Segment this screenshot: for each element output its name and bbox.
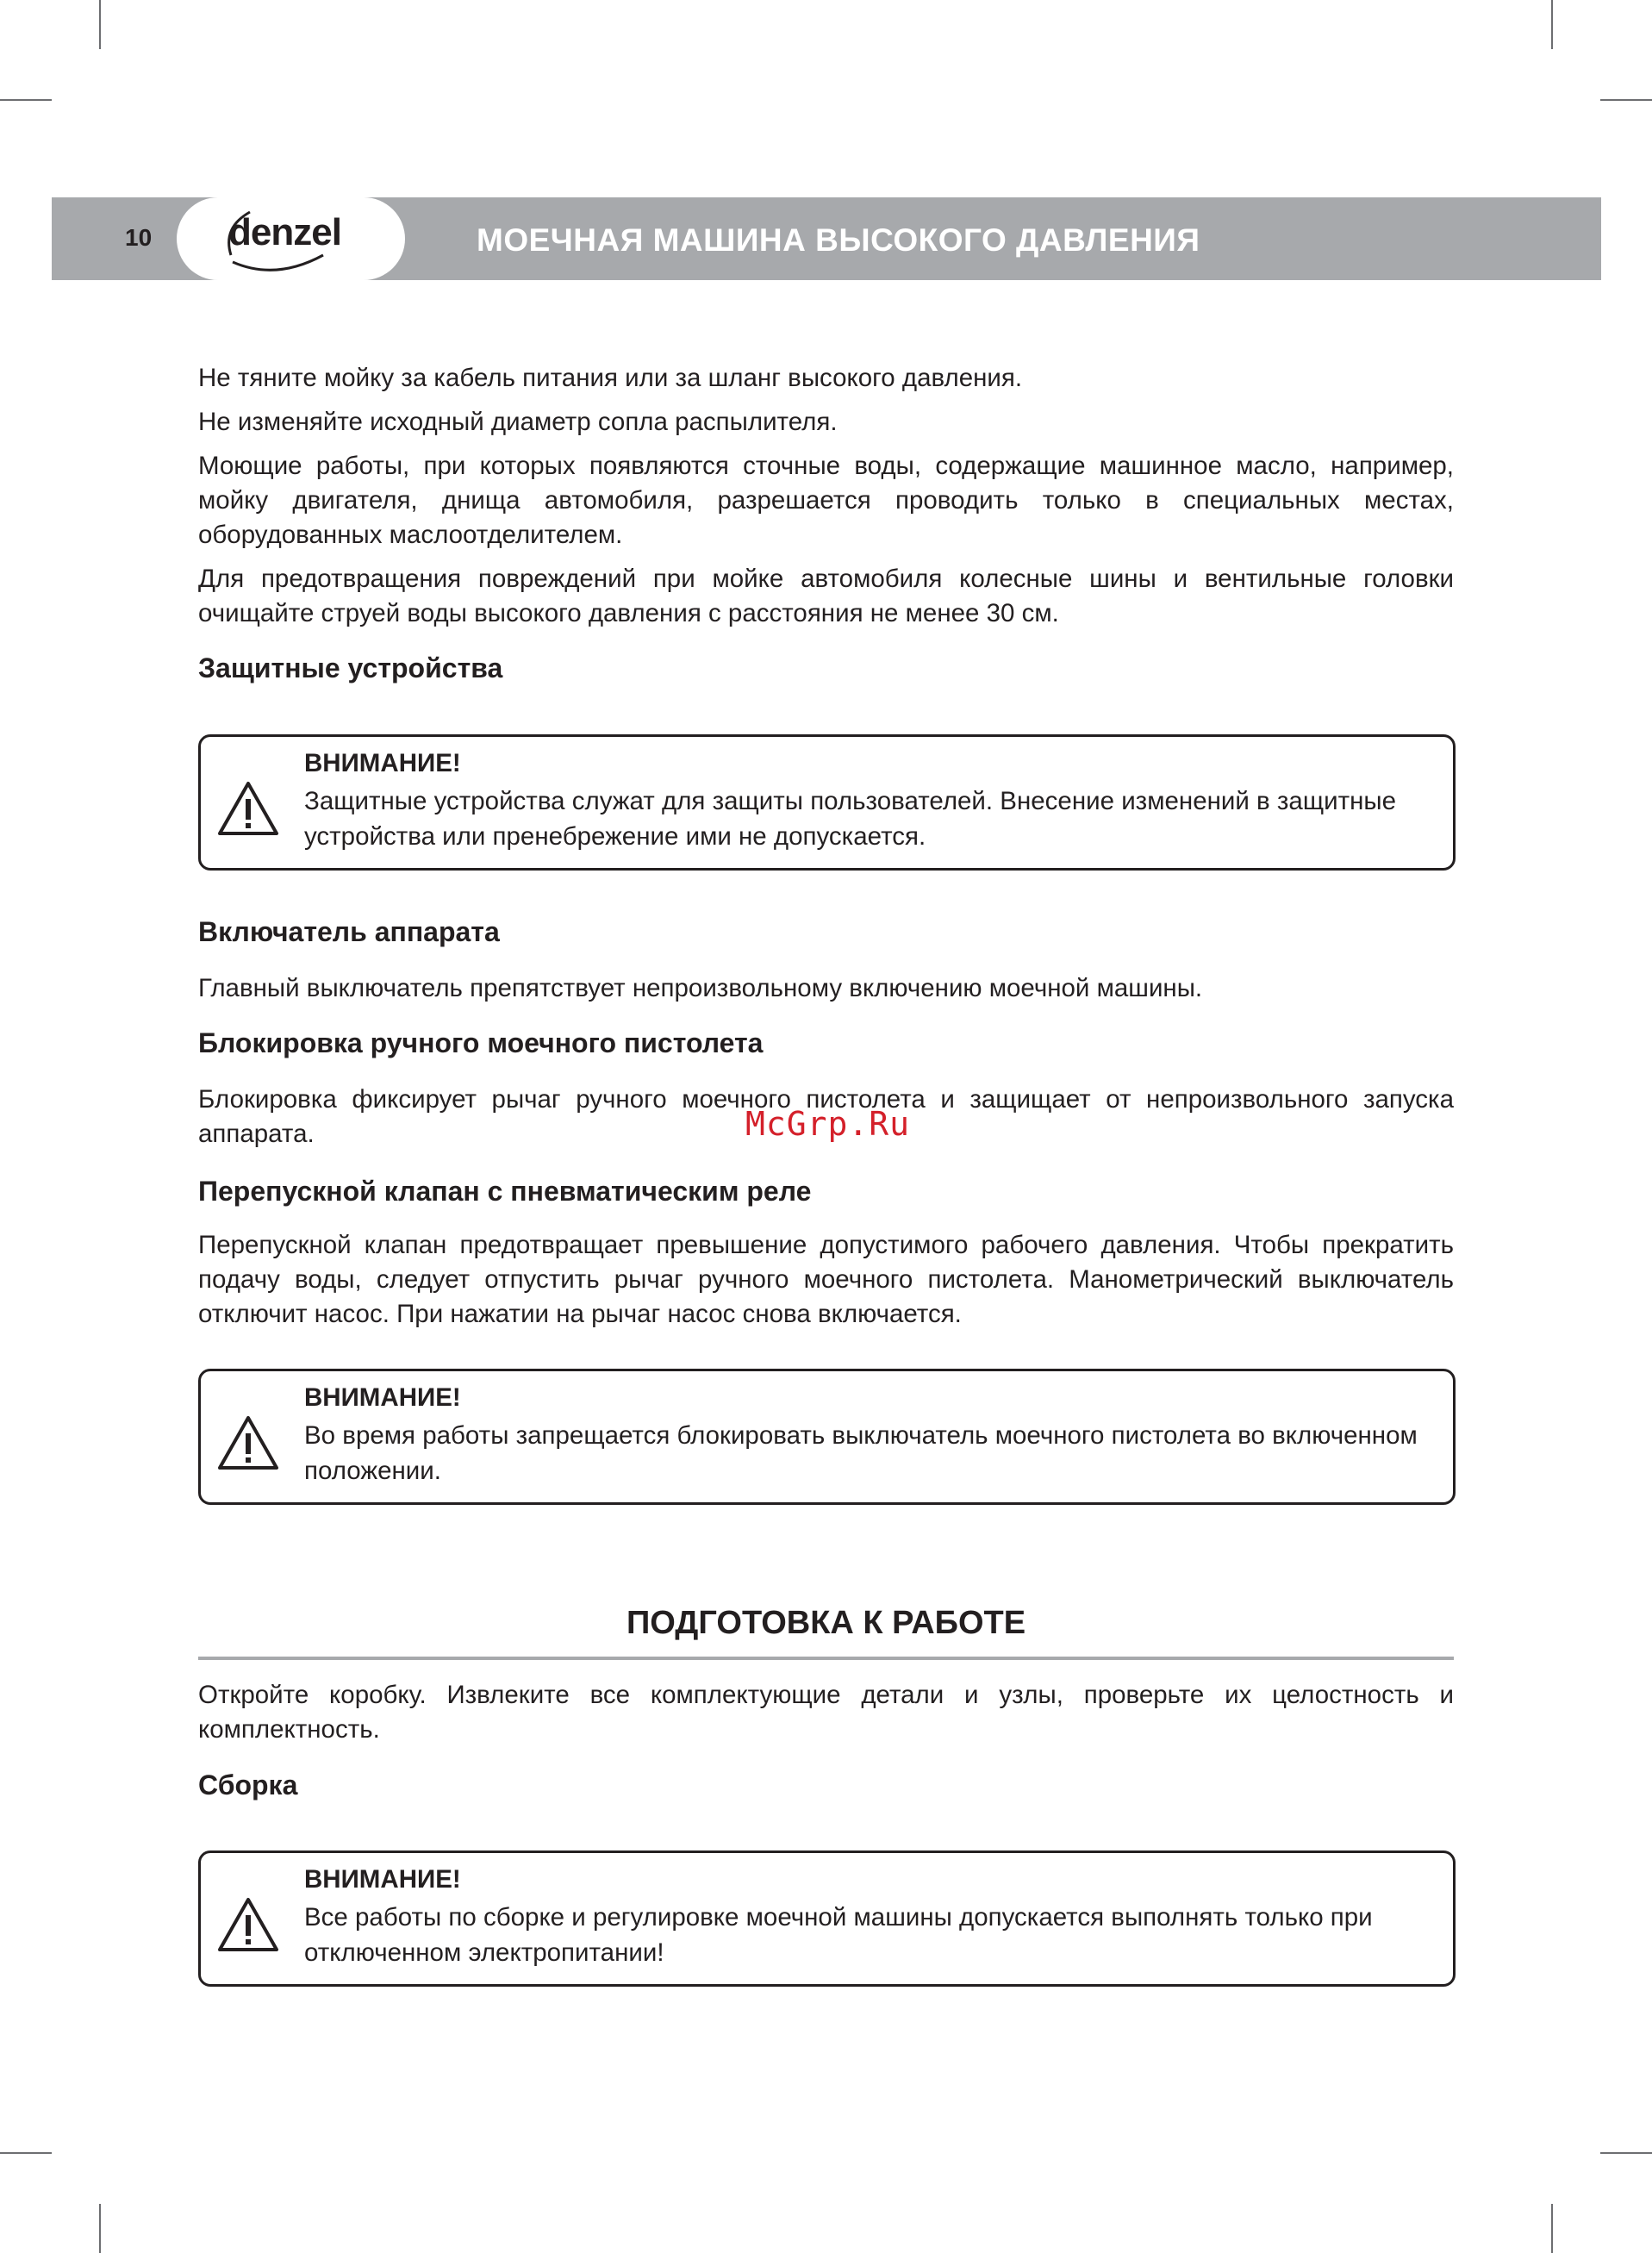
section-divider <box>198 1657 1454 1660</box>
crop-mark <box>1551 0 1553 49</box>
paragraph: Не изменяйте исходный диаметр сопла распылителя. <box>198 408 838 436</box>
warning-box <box>198 1369 1456 1505</box>
section-heading: Перепускной клапан с пневматическим реле <box>198 1176 812 1207</box>
crop-mark <box>0 2152 52 2154</box>
section-heading: Сборка <box>198 1769 298 1801</box>
section-title: ПОДГОТОВКА К РАБОТЕ <box>626 1605 1026 1641</box>
paragraph: Для предотвращения повреждений при мойке автомобиля колесные шины и вентильные головки очищайте струей воды высокого давления с расстояния не менее 30 см. <box>198 565 1454 627</box>
paragraph: Перепускной клапан предотвращает превышение допустимого рабочего давления. Чтобы прекратить подачу воды, следует отпустить рычаг ручного моечного пистолета. Манометрический выключатель отключит насос. При нажатии на рычаг насос снова включается. <box>198 1231 1454 1328</box>
warning-box <box>198 734 1456 871</box>
warning-title: ВНИМАНИЕ! <box>304 1865 461 1894</box>
warning-text: Все работы по сборке и регулировке моечной машины допускается выполнять только при отключенном электропитании! <box>304 1903 1373 1967</box>
page-number: 10 <box>125 224 153 251</box>
warning-text: Во время работы запрещается блокировать выключатель моечного пистолета во включенном положении. <box>304 1421 1418 1485</box>
paragraph: Блокировка фиксирует рычаг ручного моечного пистолета и защищает от непроизвольного запуска аппарата. <box>198 1085 1454 1148</box>
warning-box <box>198 1850 1456 1987</box>
crop-mark <box>1600 2152 1652 2154</box>
warning-triangle-icon <box>216 1896 280 1953</box>
warning-text: Защитные устройства служат для защиты пользователей. Внесение изменений в защитные устройства или пренебрежение ими не допускается. <box>304 787 1397 851</box>
crop-mark <box>1600 99 1652 101</box>
crop-mark <box>99 2204 101 2253</box>
section-heading: Включатель аппарата <box>198 916 500 947</box>
paragraph: Главный выключатель препятствует непроизвольному включению моечной машины. <box>198 974 1203 1002</box>
header-title: МОЕЧНАЯ МАШИНА ВЫСОКОГО ДАВЛЕНИЯ <box>477 222 1200 258</box>
crop-mark <box>0 99 52 101</box>
paragraph: Моющие работы, при которых появляются сточные воды, содержащие машинное масло, например, мойку двигателя, днища автомобиля, разрешается проводить только в специальных местах, оборудованных маслоотделителем. <box>198 452 1454 549</box>
crop-mark <box>99 0 101 49</box>
logo: denzel <box>228 211 341 253</box>
section-heading: Блокировка ручного моечного пистолета <box>198 1027 764 1058</box>
warning-title: ВНИМАНИЕ! <box>304 749 461 777</box>
watermark: McGrp.Ru <box>745 1105 911 1143</box>
warning-triangle-icon <box>216 1414 280 1471</box>
warning-title: ВНИМАНИЕ! <box>304 1383 461 1412</box>
paragraph: Не тяните мойку за кабель питания или за шланг высокого давления. <box>198 364 1023 392</box>
crop-mark <box>1551 2204 1553 2253</box>
section-heading: Защитные устройства <box>198 652 503 683</box>
paragraph: Откройте коробку. Извлеките все комплектующие детали и узлы, проверьте их целостность и комплектность. <box>198 1681 1454 1744</box>
warning-triangle-icon <box>216 780 280 837</box>
